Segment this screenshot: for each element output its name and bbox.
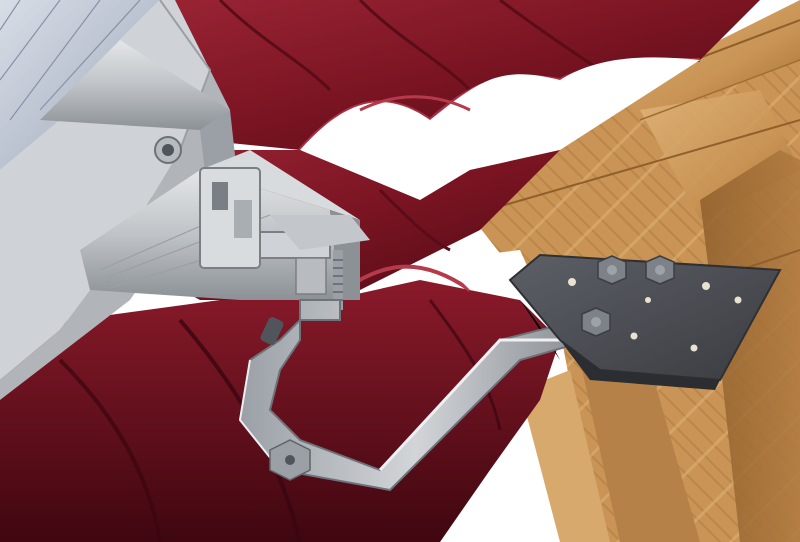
- plate-hole-icon: [735, 297, 742, 304]
- plate-bolt-3: [582, 308, 610, 336]
- plate-bolt-1: [598, 256, 626, 284]
- plate-hole-icon: [691, 345, 698, 352]
- plate-hole-icon: [645, 297, 651, 303]
- plate-hole-icon: [568, 278, 576, 286]
- plate-bolt-2: [646, 256, 674, 284]
- plate-hole-icon: [631, 333, 638, 340]
- plate-hole-icon: [702, 282, 710, 290]
